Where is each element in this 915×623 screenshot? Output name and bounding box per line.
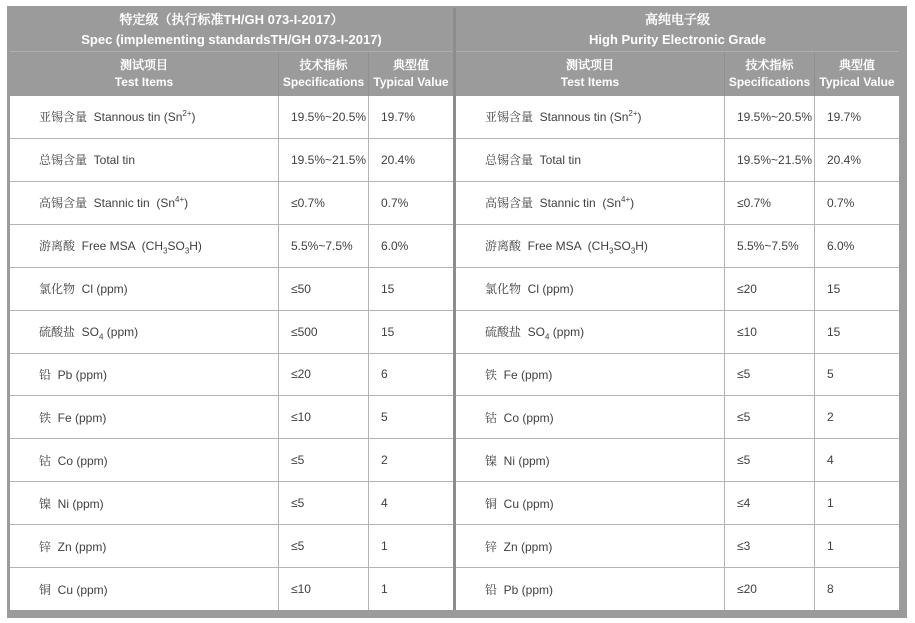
cell-spec: ≤0.7% (278, 182, 368, 224)
cell-item: 铜 Cu (ppm) (485, 496, 554, 511)
cell-item: 氯化物 Cl (ppm) (39, 282, 128, 297)
cell-item: 高锡含量 Stannic tin $(Sn^{4+})$ (39, 195, 189, 211)
table-row (456, 224, 899, 267)
table-body-spec (10, 96, 453, 610)
cell-spec: ≤20 (724, 268, 814, 310)
cell-typical: 20.4% (368, 139, 453, 181)
cell-typical: 6.0% (814, 225, 899, 267)
cell-typical: 4 (368, 482, 453, 524)
cell-spec: ≤5 (278, 439, 368, 481)
grade-table-spec (10, 8, 453, 610)
column-header-specifications: 技术指标 Specifications (278, 52, 368, 96)
table-row (10, 524, 453, 567)
table-title-en: Spec (implementing standardsTH/GH 073-I-2017) (81, 31, 382, 47)
cell-typical: 1 (368, 568, 453, 610)
cell-spec: 19.5%~20.5% (278, 96, 368, 138)
cell-typical: 0.7% (814, 182, 899, 224)
cell-typical: 1 (368, 525, 453, 567)
cell-typical: 2 (368, 439, 453, 481)
table-row (456, 181, 899, 224)
cell-spec: ≤10 (724, 311, 814, 353)
cell-spec: ≤5 (278, 525, 368, 567)
cell-typical: 19.7% (368, 96, 453, 138)
cell-spec: ≤500 (278, 311, 368, 353)
table-row (10, 395, 453, 438)
cell-spec: 5.5%~7.5% (724, 225, 814, 267)
cell-spec: ≤10 (278, 568, 368, 610)
table-body-high-purity (456, 96, 899, 610)
cell-item: 游离酸 Free MSA $(CH_3SO_3H)$ (485, 239, 648, 256)
cell-item: 铜 Cu (ppm) (39, 582, 108, 597)
cell-item: 硫酸盐 $SO_4$ (ppm) (39, 325, 139, 342)
column-header-row (456, 52, 899, 96)
cell-item: 镍 Ni (ppm) (485, 453, 550, 468)
cell-typical: 0.7% (368, 182, 453, 224)
table-row (456, 310, 899, 353)
cell-item: 镍 Ni (ppm) (39, 496, 104, 511)
table-row (456, 353, 899, 396)
product-spec-sheet (7, 6, 907, 618)
table-row (456, 438, 899, 481)
cell-typical: 5 (814, 354, 899, 396)
cell-item: 铅 Pb (ppm) (485, 582, 554, 597)
grade-table-high-purity (456, 8, 899, 610)
cell-item: 锌 Zn (ppm) (485, 539, 553, 554)
cell-spec: ≤0.7% (724, 182, 814, 224)
table-row (456, 481, 899, 524)
column-header-specifications: 技术指标 Specifications (724, 52, 814, 96)
cell-item: 铁 Fe (ppm) (39, 410, 107, 425)
column-header-typical-value: 典型值 Typical Value (814, 52, 899, 96)
cell-spec: ≤20 (278, 354, 368, 396)
cell-spec: ≤10 (278, 396, 368, 438)
cell-item: 高锡含量 Stannic tin $(Sn^{4+})$ (485, 195, 635, 211)
cell-typical: 15 (814, 268, 899, 310)
cell-typical: 1 (814, 482, 899, 524)
table-row (10, 181, 453, 224)
cell-item: 总锡含量 Total tin (39, 153, 136, 168)
cell-typical: 19.7% (814, 96, 899, 138)
cell-typical: 8 (814, 568, 899, 610)
cell-spec: ≤5 (724, 396, 814, 438)
cell-item: 铁 Fe (ppm) (485, 367, 553, 382)
table-row (10, 224, 453, 267)
table-title-en: High Purity Electronic Grade (589, 31, 766, 47)
cell-item: 总锡含量 Total tin (485, 153, 582, 168)
cell-item: 亚锡含量 Stannous tin $(Sn^{2+})$ (485, 109, 642, 125)
table-row (456, 567, 899, 610)
cell-typical: 2 (814, 396, 899, 438)
cell-typical: 15 (368, 311, 453, 353)
cell-spec: ≤4 (724, 482, 814, 524)
table-row (10, 310, 453, 353)
cell-spec: 5.5%~7.5% (278, 225, 368, 267)
table-row (10, 96, 453, 138)
cell-item: 游离酸 Free MSA $(CH_3SO_3H)$ (39, 239, 202, 256)
cell-item: 氯化物 Cl (ppm) (485, 282, 574, 297)
table-title-zh: 高纯电子级 (644, 12, 710, 27)
cell-item: 铅 Pb (ppm) (39, 367, 108, 382)
table-row (456, 395, 899, 438)
cell-spec: 19.5%~21.5% (278, 139, 368, 181)
table-row (456, 138, 899, 181)
cell-typical: 20.4% (814, 139, 899, 181)
cell-item: 锌 Zn (ppm) (39, 539, 107, 554)
table-title-zh: 特定级（执行标准TH/GH 073-I-2017） (119, 12, 344, 27)
cell-typical: 6.0% (368, 225, 453, 267)
table-row (10, 353, 453, 396)
cell-spec: ≤5 (724, 439, 814, 481)
table-title-spec (10, 8, 453, 52)
cell-typical: 5 (368, 396, 453, 438)
cell-item: 亚锡含量 Stannous tin $(Sn^{2+})$ (39, 109, 196, 125)
cell-typical: 6 (368, 354, 453, 396)
cell-typical: 4 (814, 439, 899, 481)
cell-typical: 15 (814, 311, 899, 353)
table-row (10, 438, 453, 481)
cell-spec: ≤5 (724, 354, 814, 396)
cell-spec: ≤5 (278, 482, 368, 524)
column-header-test-items: 测试项目 Test Items (560, 57, 620, 89)
cell-item: 硫酸盐 $SO_4$ (ppm) (485, 325, 585, 342)
cell-spec: ≤3 (724, 525, 814, 567)
table-row (456, 96, 899, 138)
column-header-typical-value: 典型值 Typical Value (368, 52, 453, 96)
cell-spec: ≤20 (724, 568, 814, 610)
cell-typical: 15 (368, 268, 453, 310)
column-header-test-items: 测试项目 Test Items (114, 57, 174, 89)
cell-typical: 1 (814, 525, 899, 567)
cell-spec: ≤50 (278, 268, 368, 310)
table-row (10, 138, 453, 181)
table-row (456, 524, 899, 567)
cell-spec: 19.5%~20.5% (724, 96, 814, 138)
column-header-row (10, 52, 453, 96)
cell-spec: 19.5%~21.5% (724, 139, 814, 181)
cell-item: 钴 Co (ppm) (39, 453, 108, 468)
table-row (10, 481, 453, 524)
cell-item: 钴 Co (ppm) (485, 410, 554, 425)
table-title-high-purity (456, 8, 899, 52)
table-row (10, 567, 453, 610)
table-row (10, 267, 453, 310)
table-row (456, 267, 899, 310)
